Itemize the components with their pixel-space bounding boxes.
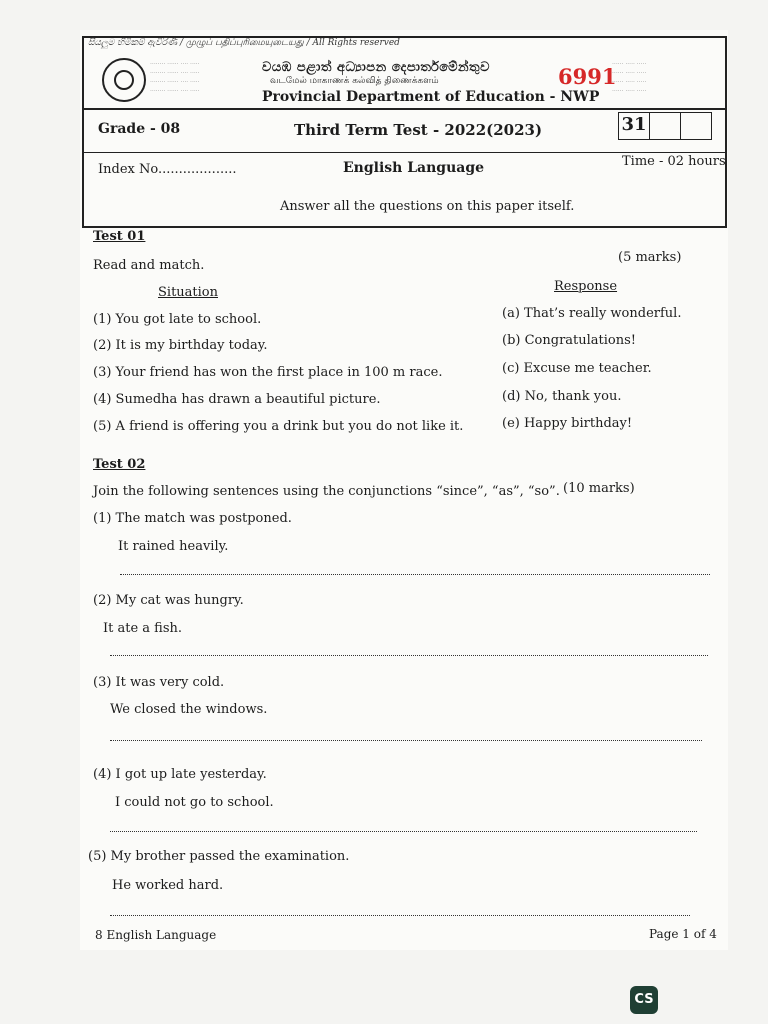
- subject-title: English Language: [343, 160, 485, 176]
- test2-prompt: Join the following sentences using the conjunctions “since”, “as”, “so”.: [93, 484, 560, 499]
- time-allowed: Time - 02 hours: [622, 154, 726, 169]
- instruction: Answer all the questions on this paper itself.: [280, 199, 575, 214]
- answer-line[interactable]: [110, 915, 690, 916]
- question-sentence: (5) My brother passed the examination.: [88, 849, 350, 864]
- camscanner-badge: CS: [630, 986, 658, 1014]
- question-sentence: It ate a fish.: [103, 621, 183, 636]
- question-sentence: (1) The match was postponed.: [93, 511, 292, 526]
- situation-item: (5) A friend is offering you a drink but you do not like it.: [93, 419, 464, 434]
- situation-item: (4) Sumedha has drawn a beautiful picture.: [93, 392, 381, 407]
- question-sentence: (4) I got up late yesterday.: [93, 767, 267, 782]
- index-number-field[interactable]: Index No...................: [98, 162, 237, 177]
- answer-line[interactable]: [120, 574, 710, 575]
- department-logo-icon: [102, 58, 146, 102]
- response-item: (a) That’s really wonderful.: [502, 306, 682, 321]
- tamil-title: வடமேல் மாகாணக் கல்வித் திணைக்களம்: [270, 76, 439, 86]
- footer-subject: 8 English Language: [95, 928, 217, 942]
- test1-heading: Test 01: [93, 229, 146, 244]
- paper-number-digit: [650, 113, 681, 139]
- question-sentence: We closed the windows.: [110, 702, 268, 717]
- paper-code: 6991: [558, 64, 617, 89]
- header-divider: [82, 152, 727, 153]
- answer-line[interactable]: [110, 655, 708, 656]
- situation-item: (1) You got late to school.: [93, 312, 262, 327]
- question-sentence: It rained heavily.: [118, 539, 229, 554]
- department-title: Provincial Department of Education - NWP: [262, 89, 600, 105]
- response-item: (c) Excuse me teacher.: [502, 361, 652, 376]
- answer-line[interactable]: [110, 740, 702, 741]
- grade-label: Grade - 08: [98, 121, 181, 137]
- situation-item: (3) Your friend has won the first place in 100 m race.: [93, 365, 443, 380]
- paper-number-digit: 31: [619, 113, 650, 139]
- question-sentence: He worked hard.: [112, 878, 224, 893]
- response-item: (d) No, thank you.: [502, 389, 622, 404]
- faint-text-left: ········ ······ ···· ····· ········ ······ ···· ····· ········ ······ ···· ····· ········ ······ ···· ·····: [150, 61, 200, 95]
- paper-number-box: [618, 112, 712, 140]
- rights-reserved: සියලුම හිමිකම් ඇවිරිණි / முழுப் பதிப்புரிமையுடையது / All Rights reserved: [88, 38, 400, 48]
- question-sentence: (2) My cat was hungry.: [93, 593, 244, 608]
- response-item: (e) Happy birthday!: [502, 416, 633, 431]
- question-sentence: I could not go to school.: [115, 795, 274, 810]
- faint-text-right: ······ ····· ····· ······ ····· ····· ······ ····· ····· ······ ····· ·····: [612, 61, 647, 95]
- question-sentence: (3) It was very cold.: [93, 675, 225, 690]
- answer-line[interactable]: [110, 831, 697, 832]
- response-header: Response: [554, 279, 618, 294]
- test2-heading: Test 02: [93, 457, 146, 472]
- test1-marks: (5 marks): [618, 250, 682, 265]
- sinhala-title: වයඹ පළාත් අධ්‍යාපන දෙපාර්තමේන්තුව: [262, 60, 490, 75]
- situation-item: (2) It is my birthday today.: [93, 338, 268, 353]
- paper-number-digit: [681, 113, 711, 139]
- term-title: Third Term Test - 2022(2023): [294, 121, 543, 139]
- test2-marks: (10 marks): [563, 481, 635, 496]
- test1-prompt: Read and match.: [93, 258, 205, 273]
- header-divider: [82, 108, 727, 110]
- page-number: Page 1 of 4: [649, 927, 717, 941]
- response-item: (b) Congratulations!: [502, 333, 637, 348]
- situation-header: Situation: [158, 285, 218, 300]
